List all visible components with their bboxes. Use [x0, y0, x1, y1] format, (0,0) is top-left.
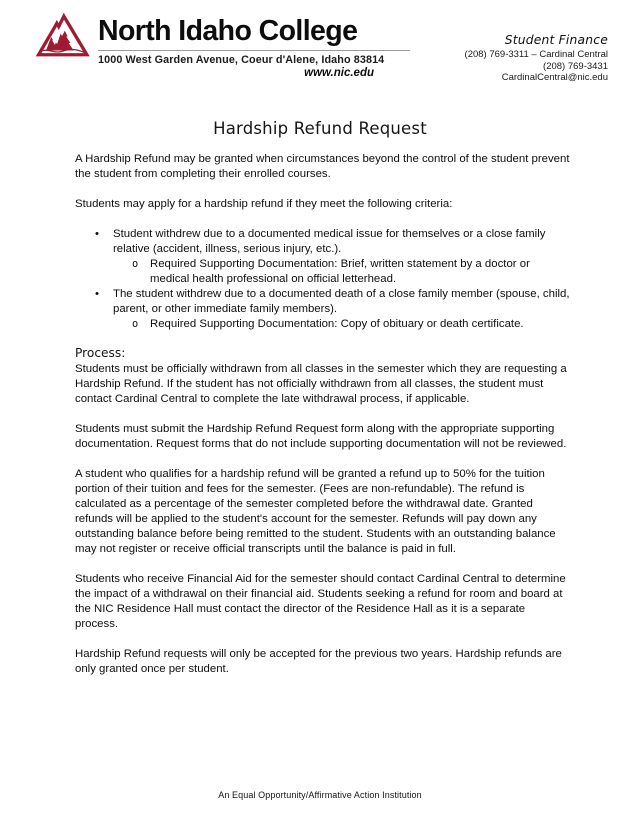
letterhead: [33, 12, 410, 79]
list-item: [75, 227, 570, 257]
criteria-lead-paragraph: Students may apply for a hardship refund if they meet the following criteria:: [75, 198, 453, 210]
contact-email: CardinalCentral@nic.edu: [501, 72, 608, 83]
letterhead-divider: [98, 50, 410, 51]
college-address: 1000 West Garden Avenue, Coeur d'Alene, Idaho 83814: [98, 54, 385, 67]
phone-primary: (208) 769-3311 – Cardinal Central: [464, 49, 608, 60]
college-logo-mountain-icon: [33, 12, 91, 59]
phone-secondary: (208) 769-3431: [543, 60, 608, 72]
list-subitem-text: Required Supporting Documentation: Brief, written statement by a doctor or medical health professional on official letterhead.: [150, 258, 530, 285]
college-name-block: [98, 16, 410, 79]
address-block: [98, 54, 385, 80]
process-paragraph: Students must submit the Hardship Refund Request form along with the appropriate supporting documentation. Request forms that do not include supporting documentation will not be reviewed.: [75, 423, 567, 450]
list-item-text: Student withdrew due to a documented medical issue for themselves or a close family relative (accident, illness, serious injury, etc.).: [113, 228, 546, 255]
criteria-list: [75, 227, 570, 332]
college-name: North Idaho College: [98, 15, 358, 47]
list-subitem-text: Required Supporting Documentation: Copy of obituary or death certificate.: [150, 318, 524, 330]
list-item: [75, 287, 570, 317]
body-text: [75, 152, 570, 677]
process-paragraph: A student who qualifies for a hardship refund will be granted a refund up to 50% for the tuition portion of their tuition and fees for the semester. (Fees are non-refundable). The refund is calculated as a percentage of the semester completed before the withdrawal date. Granted refunds will be applied to the student's account for the semester. Refunds will pay down any outstanding balance before being remitted to the student. Students with an outstanding balance may not register or receive official transcripts until the balance is paid in full.: [75, 468, 556, 555]
list-subitem: [75, 257, 570, 287]
bullet-icon: •: [95, 288, 99, 300]
process-paragraph: Students who receive Financial Aid for the semester should contact Cardinal Central to determine the impact of a withdrawal on their financial aid. Students seeking a refund for room and board at the NIC Residence Hall must contact the director of the Residence Hall as it is a separate process.: [75, 573, 566, 630]
footer-statement: An Equal Opportunity/Affirmative Action Institution: [218, 790, 422, 800]
college-website: www.nic.edu: [304, 67, 374, 80]
process-heading: Process:: [75, 346, 126, 360]
page-title: Hardship Refund Request: [213, 119, 427, 138]
list-item-text: The student withdrew due to a documented death of a close family member (spouse, child, parent, or other immediate family members).: [113, 288, 570, 315]
sub-bullet-icon: o: [132, 318, 139, 330]
list-subitem: [75, 317, 570, 332]
department-name: Student Finance: [504, 33, 608, 47]
process-paragraph: Students must be officially withdrawn from all classes in the semester which they are requesting a Hardship Refund. If the student has not officially withdrawn from all classes, the student must contact Cardinal Central to complete the late withdrawal process, if applicable.: [75, 363, 567, 405]
process-paragraph: Hardship Refund requests will only be accepted for the previous two years. Hardship refunds are only granted once per student.: [75, 648, 562, 675]
bullet-icon: •: [95, 228, 99, 240]
intro-paragraph: A Hardship Refund may be granted when circumstances beyond the control of the student prevent the student from completing their enrolled courses.: [75, 153, 570, 180]
sub-bullet-icon: o: [132, 258, 139, 270]
contact-block: [465, 33, 608, 84]
